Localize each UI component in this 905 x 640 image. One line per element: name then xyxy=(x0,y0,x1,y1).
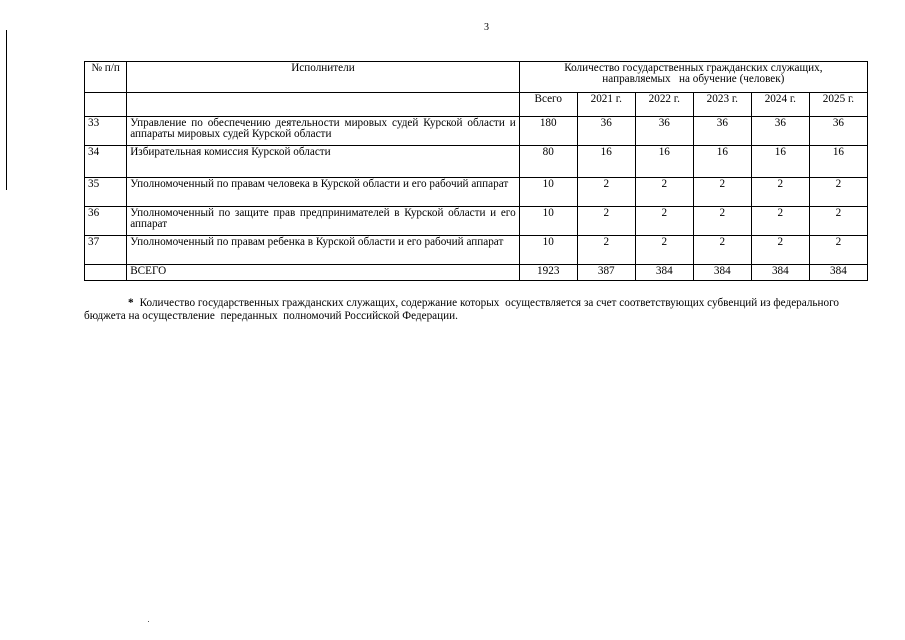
row-executor: Уполномоченный по правам человека в Курской области и его рабочий аппарат xyxy=(127,178,520,207)
footnote xyxy=(84,297,842,323)
row-year-value: 2 xyxy=(751,207,809,236)
row-year-value: 16 xyxy=(693,146,751,178)
header-count-line2: направляемых на обучение (человек) xyxy=(602,73,785,85)
header-count-group xyxy=(519,62,867,93)
row-year-value: 2 xyxy=(635,207,693,236)
row-total: 10 xyxy=(519,178,577,207)
table-row xyxy=(85,236,868,265)
table-subheader-row xyxy=(85,93,868,117)
total-sum: 1923 xyxy=(519,265,577,281)
total-empty-no xyxy=(85,265,127,281)
row-year-value: 16 xyxy=(577,146,635,178)
subheader-year: 2022 г. xyxy=(635,93,693,117)
row-year-value: 36 xyxy=(693,117,751,146)
footnote-text: Количество государственных гражданских служащих, содержание которых осуществляется за счет соответствующих субвенций из федерального бюджета на осуществление переданных полномочий Российской Федерации. xyxy=(84,297,842,322)
row-year-value: 36 xyxy=(751,117,809,146)
row-year-value: 2 xyxy=(693,207,751,236)
total-year-value: 384 xyxy=(751,265,809,281)
total-year-value: 384 xyxy=(635,265,693,281)
header-count-line1: Количество государственных гражданских служащих, xyxy=(564,62,823,74)
row-number: 37 xyxy=(85,236,127,265)
row-year-value: 2 xyxy=(751,236,809,265)
table-row xyxy=(85,207,868,236)
scan-speck xyxy=(148,621,149,622)
row-number: 36 xyxy=(85,207,127,236)
table-row xyxy=(85,117,868,146)
table-header-row xyxy=(85,62,868,93)
row-year-value: 2 xyxy=(577,207,635,236)
subheader-empty-exec xyxy=(127,93,520,117)
row-year-value: 2 xyxy=(809,207,867,236)
total-year-value: 384 xyxy=(693,265,751,281)
left-edge-line xyxy=(6,30,7,190)
row-year-value: 2 xyxy=(577,236,635,265)
row-number: 35 xyxy=(85,178,127,207)
row-year-value: 36 xyxy=(809,117,867,146)
row-executor: Уполномоченный по правам ребенка в Курской области и его рабочий аппарат xyxy=(127,236,520,265)
subheader-empty-no xyxy=(85,93,127,117)
row-year-value: 2 xyxy=(809,236,867,265)
row-year-value: 2 xyxy=(751,178,809,207)
row-year-value: 16 xyxy=(635,146,693,178)
header-no: № п/п xyxy=(85,62,127,93)
row-year-value: 16 xyxy=(809,146,867,178)
row-number: 34 xyxy=(85,146,127,178)
row-year-value: 2 xyxy=(635,178,693,207)
row-year-value: 2 xyxy=(635,236,693,265)
total-year-value: 387 xyxy=(577,265,635,281)
row-number: 33 xyxy=(85,117,127,146)
row-executor: Управление по обеспечению деятельности мировых судей Курской области и аппараты мировых судей Курской области xyxy=(127,117,520,146)
row-year-value: 2 xyxy=(809,178,867,207)
subheader-total: Всего xyxy=(519,93,577,117)
row-total: 10 xyxy=(519,207,577,236)
row-total: 10 xyxy=(519,236,577,265)
row-year-value: 16 xyxy=(751,146,809,178)
footnote-star: * xyxy=(128,297,134,309)
subheader-year: 2023 г. xyxy=(693,93,751,117)
table-row xyxy=(85,146,868,178)
row-executor: Уполномоченный по защите прав предпринимателей в Курской области и его аппарат xyxy=(127,207,520,236)
subheader-year: 2025 г. xyxy=(809,93,867,117)
table-total-row xyxy=(85,265,868,281)
total-year-value: 384 xyxy=(809,265,867,281)
total-label: ВСЕГО xyxy=(127,265,520,281)
row-executor: Избирательная комиссия Курской области xyxy=(127,146,520,178)
row-year-value: 36 xyxy=(635,117,693,146)
row-year-value: 2 xyxy=(693,236,751,265)
subheader-year: 2024 г. xyxy=(751,93,809,117)
row-total: 180 xyxy=(519,117,577,146)
officials-training-table xyxy=(84,61,868,281)
page-number: 3 xyxy=(484,22,489,33)
row-year-value: 2 xyxy=(693,178,751,207)
subheader-year: 2021 г. xyxy=(577,93,635,117)
row-year-value: 2 xyxy=(577,178,635,207)
header-executors: Исполнители xyxy=(127,62,520,93)
row-total: 80 xyxy=(519,146,577,178)
row-year-value: 36 xyxy=(577,117,635,146)
table-row xyxy=(85,178,868,207)
